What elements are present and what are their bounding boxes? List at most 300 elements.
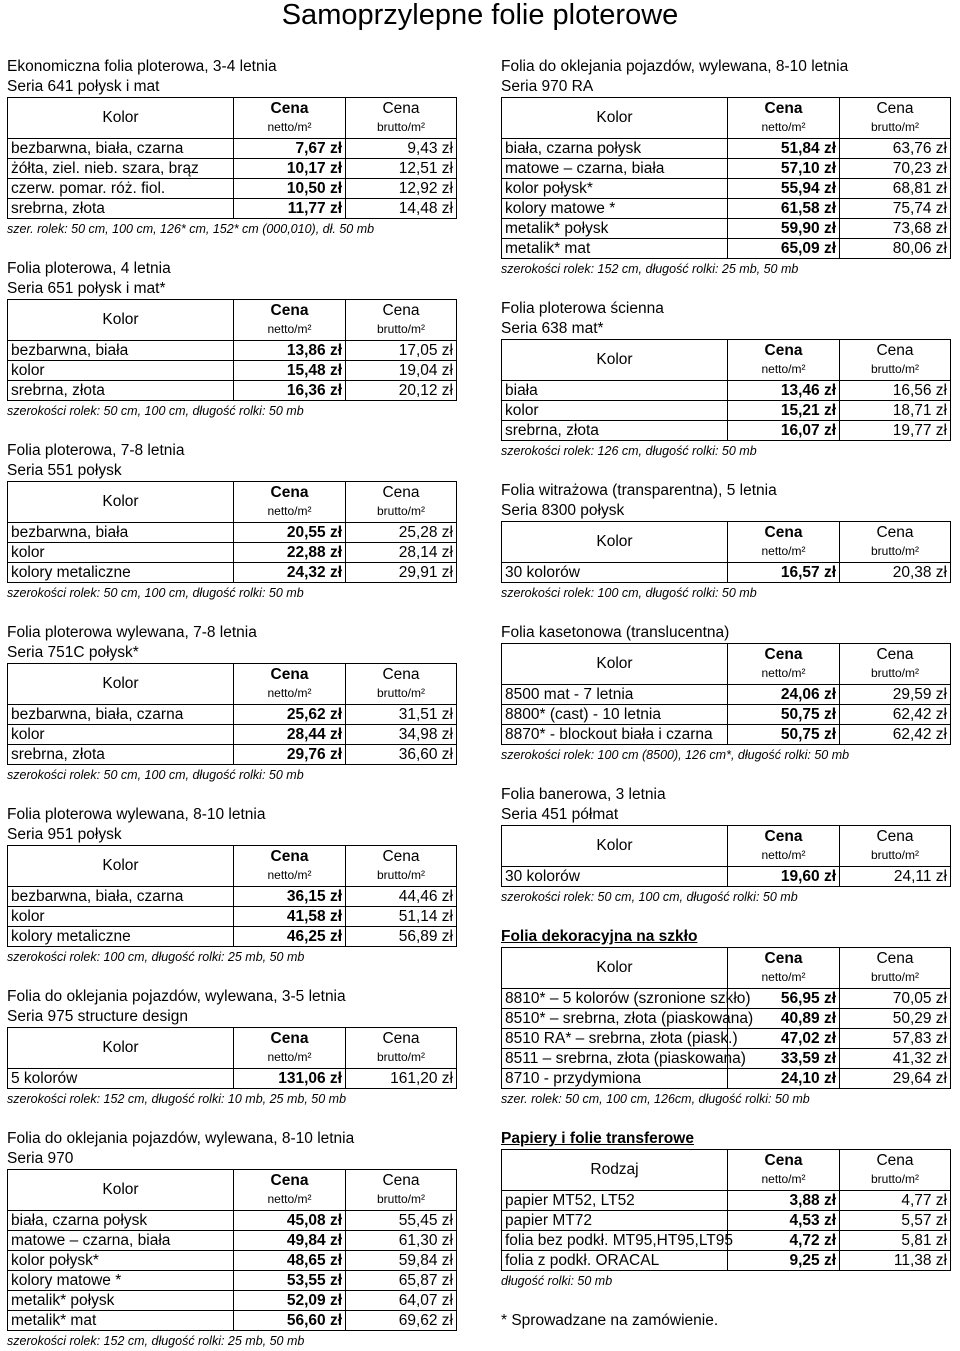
- cena-label: Cena: [382, 1030, 420, 1047]
- cell-netto: 41,58 zł: [234, 907, 346, 927]
- unit-label: netto/m²: [761, 848, 806, 862]
- col-header-brutto: [840, 522, 951, 563]
- section-title: Folia ploterowa, 7-8 letnia: [7, 442, 185, 459]
- unit-label: netto/m²: [267, 1192, 312, 1206]
- cell-brutto: 161,20 zł: [346, 1069, 457, 1089]
- col-header-brutto: [346, 846, 457, 887]
- cell-brutto: 31,51 zł: [346, 705, 457, 725]
- cell-kolor: kolor: [8, 725, 234, 745]
- cell-brutto: 70,05 zł: [840, 989, 951, 1009]
- section-title: Folia ploterowa wylewana, 8-10 letnia: [7, 806, 266, 823]
- price-section: [501, 57, 951, 279]
- cell-brutto: 51,14 zł: [346, 907, 457, 927]
- cell-netto: 3,88 zł: [728, 1191, 840, 1211]
- table-row: [8, 1271, 457, 1291]
- series-name: Seria 641 połysk i mat: [7, 78, 160, 95]
- unit-label: brutto/m²: [376, 120, 425, 134]
- section-spacer: [501, 907, 951, 927]
- col-header-brutto: [346, 300, 457, 341]
- table-header-row: [502, 98, 951, 139]
- table-row: [502, 1231, 951, 1251]
- table-header-row: [8, 664, 457, 705]
- cena-label: Cena: [876, 524, 914, 541]
- cena-label: Cena: [382, 848, 420, 865]
- cell-netto: 4,53 zł: [728, 1211, 840, 1231]
- table-row: [502, 381, 951, 401]
- col-header-kolor: Kolor: [8, 98, 234, 139]
- cena-label: Cena: [764, 1152, 803, 1169]
- cena-label: Cena: [382, 666, 420, 683]
- cena-label: Cena: [876, 100, 914, 117]
- cell-brutto: 55,45 zł: [346, 1211, 457, 1231]
- cell-netto: 24,32 zł: [234, 563, 346, 583]
- table-row: [502, 1191, 951, 1211]
- price-table: [501, 339, 951, 441]
- cena-label: Cena: [382, 100, 420, 117]
- cell-netto: 24,06 zł: [728, 685, 840, 705]
- price-section: [501, 299, 951, 461]
- col-header-kolor: Kolor: [8, 482, 234, 523]
- table-row: [8, 927, 457, 947]
- series-name: Seria 651 połysk i mat*: [7, 280, 166, 297]
- table-header-row: [502, 340, 951, 381]
- price-table: [501, 1149, 951, 1271]
- section-spacer: [501, 1109, 951, 1129]
- cell-brutto: 50,29 zł: [840, 1009, 951, 1029]
- cell-brutto: 5,81 zł: [840, 1231, 951, 1251]
- section-title: Folia ploterowa wylewana, 7-8 letnia: [7, 624, 257, 641]
- cena-label: Cena: [876, 828, 914, 845]
- cell-netto: 4,72 zł: [728, 1231, 840, 1251]
- cell-brutto: 11,38 zł: [840, 1251, 951, 1271]
- table-header-row: [8, 482, 457, 523]
- table-header-row: [8, 1028, 457, 1069]
- cell-kolor: 8810* – 5 kolorów (szronione szkło): [502, 989, 728, 1009]
- col-header-kolor: Kolor: [502, 948, 728, 989]
- unit-label: brutto/m²: [870, 666, 919, 680]
- price-section: [7, 987, 457, 1109]
- cell-netto: 47,02 zł: [728, 1029, 840, 1049]
- cell-netto: 53,55 zł: [234, 1271, 346, 1291]
- table-row: [502, 139, 951, 159]
- cell-brutto: 62,42 zł: [840, 725, 951, 745]
- col-header-netto: [234, 1170, 346, 1211]
- table-row: [8, 1251, 457, 1271]
- section-spacer: [501, 603, 951, 623]
- section-spacer: [501, 765, 951, 785]
- cell-netto: 52,09 zł: [234, 1291, 346, 1311]
- cell-brutto: 62,42 zł: [840, 705, 951, 725]
- unit-label: brutto/m²: [376, 686, 425, 700]
- cell-kolor: kolor połysk*: [502, 179, 728, 199]
- cell-brutto: 29,64 zł: [840, 1069, 951, 1089]
- unit-label: brutto/m²: [870, 848, 919, 862]
- cell-brutto: 14,48 zł: [346, 199, 457, 219]
- cell-brutto: 4,77 zł: [840, 1191, 951, 1211]
- cell-kolor: kolor: [8, 907, 234, 927]
- section-spacer: [7, 603, 457, 623]
- cell-kolor: bezbarwna, biała, czarna: [8, 887, 234, 907]
- cell-brutto: 73,68 zł: [840, 219, 951, 239]
- col-header-kolor: Kolor: [8, 1170, 234, 1211]
- price-section: [7, 623, 457, 785]
- price-table: [7, 845, 457, 947]
- col-header-brutto: [346, 1028, 457, 1069]
- col-header-netto: [728, 340, 840, 381]
- cell-kolor: kolory metaliczne: [8, 927, 234, 947]
- col-header-netto: [728, 1150, 840, 1191]
- cena-label: Cena: [270, 848, 309, 865]
- col-header-kolor: Kolor: [8, 1028, 234, 1069]
- right-column: [501, 57, 951, 1331]
- section-title: Folia do oklejania pojazdów, wylewana, 3-5 letnia: [7, 988, 346, 1005]
- col-header-kolor: Kolor: [8, 846, 234, 887]
- col-header-kolor: Kolor: [8, 664, 234, 705]
- table-row: [502, 179, 951, 199]
- col-header-netto: [234, 846, 346, 887]
- cell-kolor: 8870* - blockout biała i czarna: [502, 725, 728, 745]
- col-header-brutto: [346, 664, 457, 705]
- cell-kolor: bezbarwna, biała, czarna: [8, 705, 234, 725]
- cell-brutto: 29,59 zł: [840, 685, 951, 705]
- table-row: [8, 199, 457, 219]
- cell-netto: 10,17 zł: [234, 159, 346, 179]
- left-column: [7, 57, 457, 1351]
- cell-netto: 10,50 zł: [234, 179, 346, 199]
- section-spacer: [7, 785, 457, 805]
- col-header-netto: [728, 98, 840, 139]
- cell-netto: 55,94 zł: [728, 179, 840, 199]
- section-title: Folia ploterowa, 4 letnia: [7, 260, 171, 277]
- cell-brutto: 41,32 zł: [840, 1049, 951, 1069]
- cell-brutto: 18,71 zł: [840, 401, 951, 421]
- price-section: [7, 57, 457, 239]
- cell-netto: 16,07 zł: [728, 421, 840, 441]
- cell-kolor: biała: [502, 381, 728, 401]
- table-row: [8, 1231, 457, 1251]
- table-row: [8, 381, 457, 401]
- cell-netto: 36,15 zł: [234, 887, 346, 907]
- table-row: [8, 361, 457, 381]
- table-header-row: [502, 826, 951, 867]
- col-header-brutto: [840, 340, 951, 381]
- unit-label: brutto/m²: [870, 362, 919, 376]
- cell-netto: 48,65 zł: [234, 1251, 346, 1271]
- cell-kolor: srebrna, złota: [8, 199, 234, 219]
- cell-netto: 57,10 zł: [728, 159, 840, 179]
- cell-kolor: metalik* połysk: [502, 219, 728, 239]
- col-header-brutto: [346, 1170, 457, 1211]
- cell-netto: 22,88 zł: [234, 543, 346, 563]
- cell-brutto: 68,81 zł: [840, 179, 951, 199]
- section-title: Folia kasetonowa (translucentna): [501, 624, 730, 641]
- price-section: [501, 927, 951, 1109]
- cell-kolor: kolor: [8, 543, 234, 563]
- cell-brutto: 29,91 zł: [346, 563, 457, 583]
- col-header-kolor: Rodzaj: [502, 1150, 728, 1191]
- cell-netto: 15,21 zł: [728, 401, 840, 421]
- price-section: [501, 623, 951, 765]
- section-spacer: [501, 1291, 951, 1311]
- table-row: [502, 421, 951, 441]
- cell-kolor: 8510 RA* – srebrna, złota (piask.): [502, 1029, 728, 1049]
- price-table: [501, 643, 951, 745]
- col-header-netto: [728, 948, 840, 989]
- cell-netto: 65,09 zł: [728, 239, 840, 259]
- cell-netto: 25,62 zł: [234, 705, 346, 725]
- series-name: Seria 451 półmat: [501, 806, 619, 823]
- table-row: [8, 179, 457, 199]
- cell-brutto: 19,04 zł: [346, 361, 457, 381]
- section-spacer: [7, 239, 457, 259]
- cell-netto: 40,89 zł: [728, 1009, 840, 1029]
- section-note: szerokości rolek: 50 cm, 100 cm, długość rolki: 50 mb: [7, 586, 304, 600]
- cena-label: Cena: [270, 1172, 309, 1189]
- cell-netto: 13,86 zł: [234, 341, 346, 361]
- section-note: szerokości rolek: 126 cm, długość rolki: 50 mb: [501, 444, 757, 458]
- table-row: [502, 1049, 951, 1069]
- price-section: [7, 805, 457, 967]
- table-row: [8, 139, 457, 159]
- cena-label: Cena: [382, 484, 420, 501]
- section-note: szerokości rolek: 50 cm, 100 cm, długość rolki: 50 mb: [501, 890, 798, 904]
- unit-label: netto/m²: [267, 1050, 312, 1064]
- cell-netto: 45,08 zł: [234, 1211, 346, 1231]
- series-name: Seria 638 mat*: [501, 320, 604, 337]
- cell-brutto: 75,74 zł: [840, 199, 951, 219]
- price-table: [501, 947, 951, 1089]
- table-row: [8, 1211, 457, 1231]
- col-header-netto: [234, 300, 346, 341]
- col-header-netto: [728, 644, 840, 685]
- price-section: [501, 1129, 951, 1291]
- unit-label: netto/m²: [267, 504, 312, 518]
- series-name: Seria 975 structure design: [7, 1008, 188, 1025]
- price-table: [7, 1169, 457, 1331]
- section-note: szerokości rolek: 152 cm, długość rolki: 10 mb, 25 mb, 50 mb: [7, 1092, 347, 1106]
- unit-label: netto/m²: [761, 120, 806, 134]
- col-header-brutto: [840, 948, 951, 989]
- table-row: [8, 1069, 457, 1089]
- col-header-brutto: [840, 644, 951, 685]
- table-row: [502, 989, 951, 1009]
- cell-netto: 13,46 zł: [728, 381, 840, 401]
- cell-brutto: 80,06 zł: [840, 239, 951, 259]
- table-row: [8, 543, 457, 563]
- section-note: szerokości rolek: 100 cm, długość rolki: 50 mb: [501, 586, 757, 600]
- cell-kolor: kolor: [502, 401, 728, 421]
- unit-label: brutto/m²: [870, 1172, 919, 1186]
- cell-kolor: metalik* połysk: [8, 1291, 234, 1311]
- table-row: [502, 199, 951, 219]
- cell-brutto: 20,12 zł: [346, 381, 457, 401]
- cell-netto: 16,57 zł: [728, 563, 840, 583]
- table-header-row: [502, 1150, 951, 1191]
- cell-netto: 16,36 zł: [234, 381, 346, 401]
- col-header-kolor: Kolor: [502, 826, 728, 867]
- col-header-brutto: [346, 98, 457, 139]
- table-row: [8, 563, 457, 583]
- series-name: Seria 751C połysk*: [7, 644, 139, 661]
- col-header-kolor: Kolor: [8, 300, 234, 341]
- cell-brutto: 25,28 zł: [346, 523, 457, 543]
- cell-netto: 9,25 zł: [728, 1251, 840, 1271]
- cell-kolor: żółta, ziel. nieb. szara, brąz: [8, 159, 234, 179]
- section-spacer: [7, 967, 457, 987]
- cell-brutto: 57,83 zł: [840, 1029, 951, 1049]
- section-note: szerokości rolek: 50 cm, 100 cm, długość rolki: 50 mb: [7, 768, 304, 782]
- section-title: Folia witrażowa (transparentna), 5 letnia: [501, 482, 777, 499]
- table-row: [8, 907, 457, 927]
- price-section: [501, 785, 951, 907]
- section-note: szer. rolek: 50 cm, 100 cm, 126* cm, 152* cm (000,010), dł. 50 mb: [7, 222, 375, 236]
- cell-netto: 131,06 zł: [234, 1069, 346, 1089]
- col-header-kolor: Kolor: [502, 644, 728, 685]
- cell-kolor: matowe – czarna, biała: [502, 159, 728, 179]
- table-header-row: [8, 1170, 457, 1211]
- cell-brutto: 56,89 zł: [346, 927, 457, 947]
- section-title: Papiery i folie transferowe: [501, 1130, 694, 1147]
- cell-kolor: folia z podkł. ORACAL: [502, 1251, 728, 1271]
- cell-kolor: 8511 – srebrna, złota (piaskowana): [502, 1049, 728, 1069]
- table-row: [8, 1291, 457, 1311]
- price-section: [7, 441, 457, 603]
- table-row: [8, 523, 457, 543]
- price-table: [7, 299, 457, 401]
- cell-brutto: 17,05 zł: [346, 341, 457, 361]
- table-row: [502, 239, 951, 259]
- cell-brutto: 12,92 zł: [346, 179, 457, 199]
- cena-label: Cena: [270, 666, 309, 683]
- cena-label: Cena: [270, 484, 309, 501]
- table-row: [8, 705, 457, 725]
- table-row: [502, 1029, 951, 1049]
- cell-brutto: 70,23 zł: [840, 159, 951, 179]
- cell-netto: 11,77 zł: [234, 199, 346, 219]
- section-spacer: [501, 279, 951, 299]
- cell-kolor: metalik* mat: [8, 1311, 234, 1331]
- cell-brutto: 69,62 zł: [346, 1311, 457, 1331]
- cell-kolor: 8510* – srebrna, złota (piaskowana): [502, 1009, 728, 1029]
- table-row: [502, 563, 951, 583]
- table-row: [502, 1069, 951, 1089]
- series-name: Seria 970: [7, 1150, 74, 1167]
- unit-label: netto/m²: [267, 120, 312, 134]
- table-row: [502, 867, 951, 887]
- price-table: [7, 1027, 457, 1089]
- unit-label: brutto/m²: [870, 120, 919, 134]
- cena-label: Cena: [764, 950, 803, 967]
- page-title: Samoprzylepne folie ploterowe: [281, 0, 679, 31]
- table-header-row: [502, 522, 951, 563]
- cena-label: Cena: [764, 524, 803, 541]
- cena-label: Cena: [270, 302, 309, 319]
- cell-brutto: 12,51 zł: [346, 159, 457, 179]
- cell-kolor: metalik* mat: [502, 239, 728, 259]
- section-title: Folia banerowa, 3 letnia: [501, 786, 666, 803]
- cell-kolor: 30 kolorów: [502, 563, 728, 583]
- cena-label: Cena: [270, 1030, 309, 1047]
- table-header-row: [502, 948, 951, 989]
- cell-kolor: 8710 - przydymiona: [502, 1069, 728, 1089]
- price-section: [7, 1129, 457, 1351]
- cell-netto: 61,58 zł: [728, 199, 840, 219]
- cell-brutto: 28,14 zł: [346, 543, 457, 563]
- unit-label: brutto/m²: [870, 544, 919, 558]
- table-row: [502, 685, 951, 705]
- price-table: [7, 481, 457, 583]
- cell-kolor: bezbarwna, biała: [8, 341, 234, 361]
- series-name: Seria 8300 połysk: [501, 502, 625, 519]
- cell-kolor: papier MT72: [502, 1211, 728, 1231]
- cell-kolor: kolor: [8, 361, 234, 381]
- cena-label: Cena: [876, 342, 914, 359]
- cell-brutto: 64,07 zł: [346, 1291, 457, 1311]
- table-header-row: [8, 846, 457, 887]
- cena-label: Cena: [876, 1152, 914, 1169]
- cell-netto: 50,75 zł: [728, 705, 840, 725]
- table-row: [502, 705, 951, 725]
- unit-label: netto/m²: [267, 686, 312, 700]
- cell-netto: 29,76 zł: [234, 745, 346, 765]
- col-header-netto: [728, 522, 840, 563]
- cell-kolor: papier MT52, LT52: [502, 1191, 728, 1211]
- table-row: [502, 401, 951, 421]
- cell-kolor: 30 kolorów: [502, 867, 728, 887]
- section-note: szerokości rolek: 152 cm, długość rolki: 25 mb, 50 mb: [501, 262, 799, 276]
- section-note: szer. rolek: 50 cm, 100 cm, 126cm, długość rolki: 50 mb: [501, 1092, 810, 1106]
- cell-kolor: kolory metaliczne: [8, 563, 234, 583]
- section-title: Folia do oklejania pojazdów, wylewana, 8-10 letnia: [501, 58, 849, 75]
- unit-label: brutto/m²: [376, 504, 425, 518]
- price-table: [501, 825, 951, 887]
- unit-label: brutto/m²: [376, 322, 425, 336]
- cell-brutto: 59,84 zł: [346, 1251, 457, 1271]
- cena-label: Cena: [764, 828, 803, 845]
- col-header-brutto: [840, 98, 951, 139]
- section-spacer: [7, 421, 457, 441]
- cell-kolor: srebrna, złota: [8, 381, 234, 401]
- section-title: Ekonomiczna folia ploterowa, 3-4 letnia: [7, 58, 277, 75]
- price-table: [7, 663, 457, 765]
- cell-brutto: 16,56 zł: [840, 381, 951, 401]
- unit-label: netto/m²: [761, 362, 806, 376]
- cell-netto: 59,90 zł: [728, 219, 840, 239]
- cena-label: Cena: [764, 646, 803, 663]
- cell-brutto: 24,11 zł: [840, 867, 951, 887]
- cell-kolor: kolory matowe *: [502, 199, 728, 219]
- cell-netto: 49,84 zł: [234, 1231, 346, 1251]
- cell-netto: 24,10 zł: [728, 1069, 840, 1089]
- cell-netto: 46,25 zł: [234, 927, 346, 947]
- cell-kolor: folia bez podkł. MT95,HT95,LT95: [502, 1231, 728, 1251]
- series-name: Seria 551 połysk: [7, 462, 122, 479]
- cell-kolor: srebrna, złota: [8, 745, 234, 765]
- table-row: [8, 1311, 457, 1331]
- cell-brutto: 36,60 zł: [346, 745, 457, 765]
- section-note: szerokości rolek: 100 cm, długość rolki: 25 mb, 50 mb: [7, 950, 305, 964]
- col-header-kolor: Kolor: [502, 340, 728, 381]
- section-title: Folia ploterowa ścienna: [501, 300, 664, 317]
- cell-netto: 33,59 zł: [728, 1049, 840, 1069]
- section-spacer: [7, 1109, 457, 1129]
- price-section: [7, 259, 457, 421]
- col-header-netto: [234, 664, 346, 705]
- cell-kolor: czerw. pomar. róż. fiol.: [8, 179, 234, 199]
- col-header-brutto: [840, 1150, 951, 1191]
- cell-brutto: 20,38 zł: [840, 563, 951, 583]
- cell-brutto: 44,46 zł: [346, 887, 457, 907]
